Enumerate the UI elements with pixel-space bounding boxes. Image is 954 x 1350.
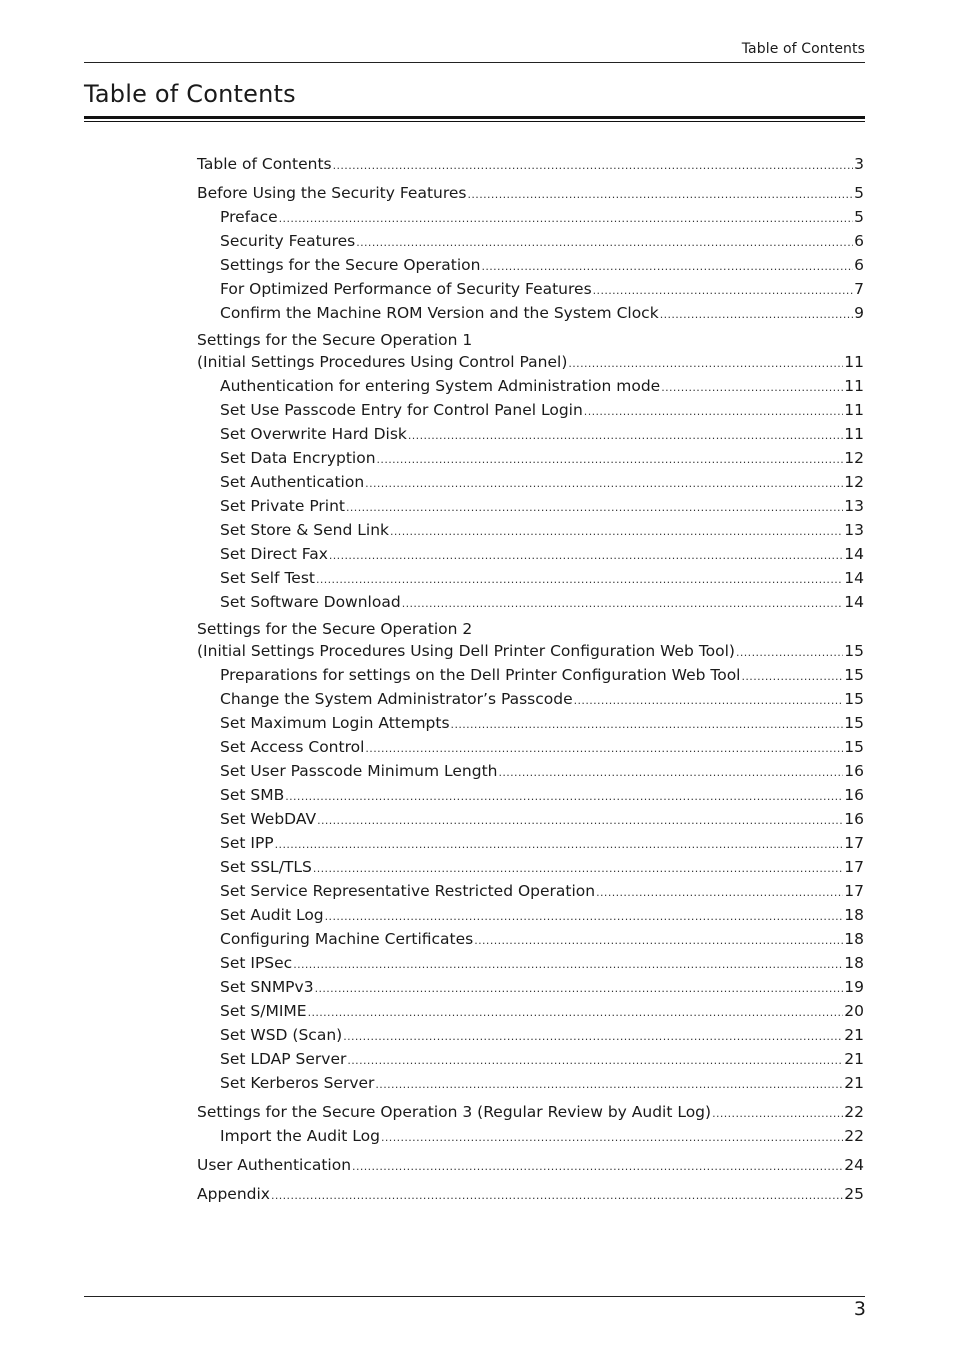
toc-entry[interactable]: [197, 542, 864, 566]
toc-leader-dots: [468, 181, 854, 205]
toc-entry-title: Set SMB: [220, 786, 285, 804]
toc-leader-dots: [408, 422, 843, 446]
toc-entry-page: 13: [844, 521, 864, 539]
toc-entry-page: 15: [844, 642, 864, 660]
title-rule-thick: [84, 116, 865, 119]
toc-entry[interactable]: [197, 1124, 864, 1148]
toc-entry-title: Set IPSec: [220, 954, 293, 972]
toc-leader-dots: [481, 253, 853, 277]
toc-entry-page: 21: [844, 1074, 864, 1092]
toc-leader-dots: [661, 374, 843, 398]
toc-entry-title: Set Self Test: [220, 569, 315, 587]
toc-leader-dots: [402, 590, 844, 614]
toc-entry[interactable]: [197, 619, 864, 663]
toc-entry-line: [220, 663, 864, 687]
toc-entry-title: Authentication for entering System Administration mode: [220, 377, 661, 395]
toc-entry[interactable]: [197, 374, 864, 398]
toc-entry-page: 13: [844, 497, 864, 515]
toc-entry[interactable]: [197, 759, 864, 783]
toc-entry-line: [197, 1100, 864, 1124]
title-rule-thin: [84, 121, 865, 122]
toc-entry[interactable]: [197, 301, 864, 325]
toc-entry-line: [220, 975, 864, 999]
toc-entry[interactable]: [197, 879, 864, 903]
toc-entry[interactable]: [197, 711, 864, 735]
toc-entry-title: (Initial Settings Procedures Using Dell Printer Configuration Web Tool): [197, 642, 735, 660]
toc-entry-line: [220, 398, 864, 422]
toc-leader-dots: [316, 566, 843, 590]
toc-entry-line: [220, 470, 864, 494]
toc-entry-line: [220, 542, 864, 566]
toc-entry-page: 15: [844, 714, 864, 732]
toc-entry-page: 22: [844, 1127, 864, 1145]
toc-entry-line: [220, 446, 864, 470]
toc-entry-title: Set Private Print: [220, 497, 345, 515]
toc-leader-dots: [377, 446, 844, 470]
toc-entry[interactable]: [197, 927, 864, 951]
toc-entry-page: 22: [844, 1103, 864, 1121]
toc-entry-line: [220, 1023, 864, 1047]
toc-entry-line: [220, 759, 864, 783]
toc-leader-dots: [375, 1071, 843, 1095]
toc-entry[interactable]: [197, 855, 864, 879]
toc-entry-title: Before Using the Security Features: [197, 184, 467, 202]
toc-entry-title: Set SNMPv3: [220, 978, 314, 996]
toc-entry-line: [220, 277, 864, 301]
toc-entry-title: Set LDAP Server: [220, 1050, 347, 1068]
toc-entry[interactable]: [197, 446, 864, 470]
toc-entry-line: [220, 518, 864, 542]
toc-entry-page: 18: [844, 954, 864, 972]
toc-leader-dots: [712, 1100, 843, 1124]
toc-entry-line: [220, 374, 864, 398]
toc-entry-page: 14: [844, 545, 864, 563]
toc-entry-title: User Authentication: [197, 1156, 352, 1174]
toc-leader-dots: [352, 1153, 843, 1177]
toc-leader-dots: [498, 759, 843, 783]
toc-entry-page: 21: [844, 1050, 864, 1068]
toc-leader-dots: [365, 470, 843, 494]
toc-entry[interactable]: [197, 783, 864, 807]
toc-entry-line: [197, 639, 864, 663]
toc-entry-page: 6: [854, 256, 864, 274]
toc-entry-line: [220, 783, 864, 807]
toc-entry-title: Set SSL/TLS: [220, 858, 312, 876]
toc-list: [197, 152, 864, 1206]
toc-leader-dots: [279, 205, 853, 229]
toc-entry[interactable]: [197, 566, 864, 590]
toc-entry-title: Set Service Representative Restricted Operation: [220, 882, 596, 900]
toc-entry-page: 16: [844, 810, 864, 828]
toc-entry-title: Set Access Control: [220, 738, 365, 756]
toc-entry-line: [220, 855, 864, 879]
toc-entry-line: [220, 1047, 864, 1071]
toc-entry-page: 20: [844, 1002, 864, 1020]
toc-entry-title: Set Authentication: [220, 473, 365, 491]
toc-entry-title: Set Data Encryption: [220, 449, 376, 467]
toc-entry-page: 21: [844, 1026, 864, 1044]
toc-entry-line: [220, 735, 864, 759]
running-header: Table of Contents: [741, 41, 865, 57]
toc-entry-title: Set WSD (Scan): [220, 1026, 343, 1044]
toc-entry-page: 12: [844, 473, 864, 491]
toc-entry-title: Preparations for settings on the Dell Printer Configuration Web Tool: [220, 666, 741, 684]
toc-leader-dots: [275, 831, 844, 855]
toc-leader-dots: [356, 229, 853, 253]
toc-entry-line: [220, 494, 864, 518]
toc-entry-title: Import the Audit Log: [220, 1127, 380, 1145]
toc-entry[interactable]: [197, 663, 864, 687]
toc-entry-page: 17: [844, 882, 864, 900]
toc-leader-dots: [660, 301, 853, 325]
toc-leader-dots: [271, 1182, 843, 1206]
toc-entry-title: Set S/MIME: [220, 1002, 307, 1020]
toc-entry-title: Set Direct Fax: [220, 545, 328, 563]
toc-entry-line: [220, 229, 864, 253]
toc-entry[interactable]: [197, 152, 864, 176]
toc-entry-line: [220, 903, 864, 927]
toc-entry[interactable]: [197, 398, 864, 422]
toc-entry-title: Change the System Administrator’s Passcode: [220, 690, 573, 708]
toc-entry[interactable]: [197, 590, 864, 614]
toc-leader-dots: [584, 398, 843, 422]
toc-entry-page: 11: [844, 353, 864, 371]
toc-entry-line: [197, 152, 864, 176]
toc-leader-dots: [346, 494, 843, 518]
toc-leader-dots: [315, 975, 844, 999]
toc-entry[interactable]: [197, 277, 864, 301]
toc-entry[interactable]: [197, 422, 864, 446]
toc-entry[interactable]: [197, 1182, 864, 1206]
toc-entry-page: 15: [844, 738, 864, 756]
toc-leader-dots: [285, 783, 843, 807]
toc-entry-page: 3: [854, 155, 864, 173]
toc-leader-dots: [568, 350, 843, 374]
toc-entry-page: 7: [854, 280, 864, 298]
toc-entry[interactable]: [197, 1047, 864, 1071]
toc-entry-page: 16: [844, 786, 864, 804]
toc-entry[interactable]: [197, 330, 864, 374]
toc-entry-title: Confirm the Machine ROM Version and the System Clock: [220, 304, 659, 322]
toc-entry-line: [220, 253, 864, 277]
toc-entry-line: [220, 205, 864, 229]
footer-rule: [84, 1296, 865, 1297]
toc-entry-line: [220, 951, 864, 975]
header-rule: [84, 62, 865, 63]
toc-entry-line: [220, 1124, 864, 1148]
toc-leader-dots: [308, 999, 844, 1023]
toc-entry-line: [220, 566, 864, 590]
toc-entry-page: 5: [854, 208, 864, 226]
toc-entry[interactable]: [197, 229, 864, 253]
toc-leader-dots: [736, 639, 843, 663]
toc-leader-dots: [593, 277, 853, 301]
toc-entry[interactable]: [197, 951, 864, 975]
toc-entry-page: 25: [844, 1185, 864, 1203]
toc-entry[interactable]: [197, 1100, 864, 1124]
toc-entry-title: Appendix: [197, 1185, 270, 1203]
toc-leader-dots: [333, 152, 854, 176]
page-title: Table of Contents: [84, 80, 296, 108]
toc-entry-page: 5: [854, 184, 864, 202]
toc-leader-dots: [474, 927, 843, 951]
toc-entry-line: [197, 1153, 864, 1177]
toc-entry-title: Set Overwrite Hard Disk: [220, 425, 407, 443]
toc-leader-dots: [365, 735, 843, 759]
toc-entry-line: [220, 687, 864, 711]
toc-entry[interactable]: [197, 1023, 864, 1047]
toc-entry[interactable]: [197, 518, 864, 542]
toc-entry-page: 11: [844, 401, 864, 419]
toc-entry-title: Set IPP: [220, 834, 274, 852]
toc-entry-line: [220, 422, 864, 446]
toc-entry-page: 14: [844, 569, 864, 587]
toc-entry-line: [197, 181, 864, 205]
toc-entry-page: 6: [854, 232, 864, 250]
toc-entry-page: 17: [844, 834, 864, 852]
toc-entry[interactable]: [197, 205, 864, 229]
toc-entry-title: (Initial Settings Procedures Using Control Panel): [197, 353, 568, 371]
toc-entry-page: 9: [854, 304, 864, 322]
toc-entry-page: 14: [844, 593, 864, 611]
toc-leader-dots: [596, 879, 843, 903]
toc-entry-page: 12: [844, 449, 864, 467]
toc-entry-title: Set Kerberos Server: [220, 1074, 375, 1092]
toc-entry-title: Set Use Passcode Entry for Control Panel Login: [220, 401, 583, 419]
toc-entry-title: Security Features: [220, 232, 356, 250]
toc-entry-line: [220, 590, 864, 614]
toc-leader-dots: [293, 951, 843, 975]
toc-leader-dots: [390, 518, 843, 542]
toc-leader-dots: [343, 1023, 843, 1047]
toc-entry[interactable]: [197, 999, 864, 1023]
toc-entry[interactable]: [197, 470, 864, 494]
toc-entry-title: Settings for the Secure Operation: [220, 256, 481, 274]
toc-entry-page: 19: [844, 978, 864, 996]
toc-entry-title-line1: Settings for the Secure Operation 2: [197, 620, 473, 638]
toc-entry-title: Set User Passcode Minimum Length: [220, 762, 498, 780]
toc-entry-page: 18: [844, 906, 864, 924]
toc-entry-title: Table of Contents: [197, 155, 332, 173]
toc-entry-title: Set Maximum Login Attempts: [220, 714, 450, 732]
toc-entry[interactable]: [197, 494, 864, 518]
toc-entry[interactable]: [197, 1153, 864, 1177]
toc-leader-dots: [381, 1124, 843, 1148]
toc-entry[interactable]: [197, 831, 864, 855]
toc-entry-title: Set Software Download: [220, 593, 401, 611]
toc-entry-page: 18: [844, 930, 864, 948]
toc-leader-dots: [329, 542, 843, 566]
toc-leader-dots: [451, 711, 844, 735]
toc-leader-dots: [325, 903, 844, 927]
toc-entry[interactable]: [197, 735, 864, 759]
toc-leader-dots: [317, 807, 843, 831]
toc-entry-title-line1: Settings for the Secure Operation 1: [197, 331, 473, 349]
toc-entry-page: 11: [844, 425, 864, 443]
toc-entry-line: [220, 879, 864, 903]
toc-entry[interactable]: [197, 687, 864, 711]
toc-leader-dots: [574, 687, 844, 711]
toc-entry-title: Set Audit Log: [220, 906, 324, 924]
toc-entry-line: [220, 1071, 864, 1095]
toc-entry-page: 17: [844, 858, 864, 876]
toc-entry-page: 11: [844, 377, 864, 395]
toc-entry-line: [197, 1182, 864, 1206]
toc-entry[interactable]: [197, 181, 864, 205]
toc-entry-line: [220, 831, 864, 855]
toc-entry[interactable]: [197, 253, 864, 277]
toc-entry-page: 16: [844, 762, 864, 780]
toc-entry-line: [220, 807, 864, 831]
toc-entry[interactable]: [197, 1071, 864, 1095]
toc-entry-title: For Optimized Performance of Security Features: [220, 280, 592, 298]
toc-entry-title: Preface: [220, 208, 278, 226]
toc-entry-page: 15: [844, 666, 864, 684]
toc-leader-dots: [313, 855, 843, 879]
page-number: 3: [853, 1298, 866, 1320]
toc-entry[interactable]: [197, 975, 864, 999]
toc-entry-line: [220, 301, 864, 325]
toc-entry-page: 24: [844, 1156, 864, 1174]
toc-entry-page: 15: [844, 690, 864, 708]
toc-leader-dots: [347, 1047, 843, 1071]
toc-entry[interactable]: [197, 903, 864, 927]
toc-entry-line: [220, 927, 864, 951]
toc-entry-title: Configuring Machine Certificates: [220, 930, 474, 948]
toc-leader-dots: [742, 663, 844, 687]
toc-entry-title: Set Store & Send Link: [220, 521, 389, 539]
toc-entry-line: [220, 999, 864, 1023]
toc-entry-title: Set WebDAV: [220, 810, 317, 828]
toc-entry-title: Settings for the Secure Operation 3 (Regular Review by Audit Log): [197, 1103, 712, 1121]
toc-entry-line: [220, 711, 864, 735]
toc-entry[interactable]: [197, 807, 864, 831]
toc-entry-line: [197, 350, 864, 374]
